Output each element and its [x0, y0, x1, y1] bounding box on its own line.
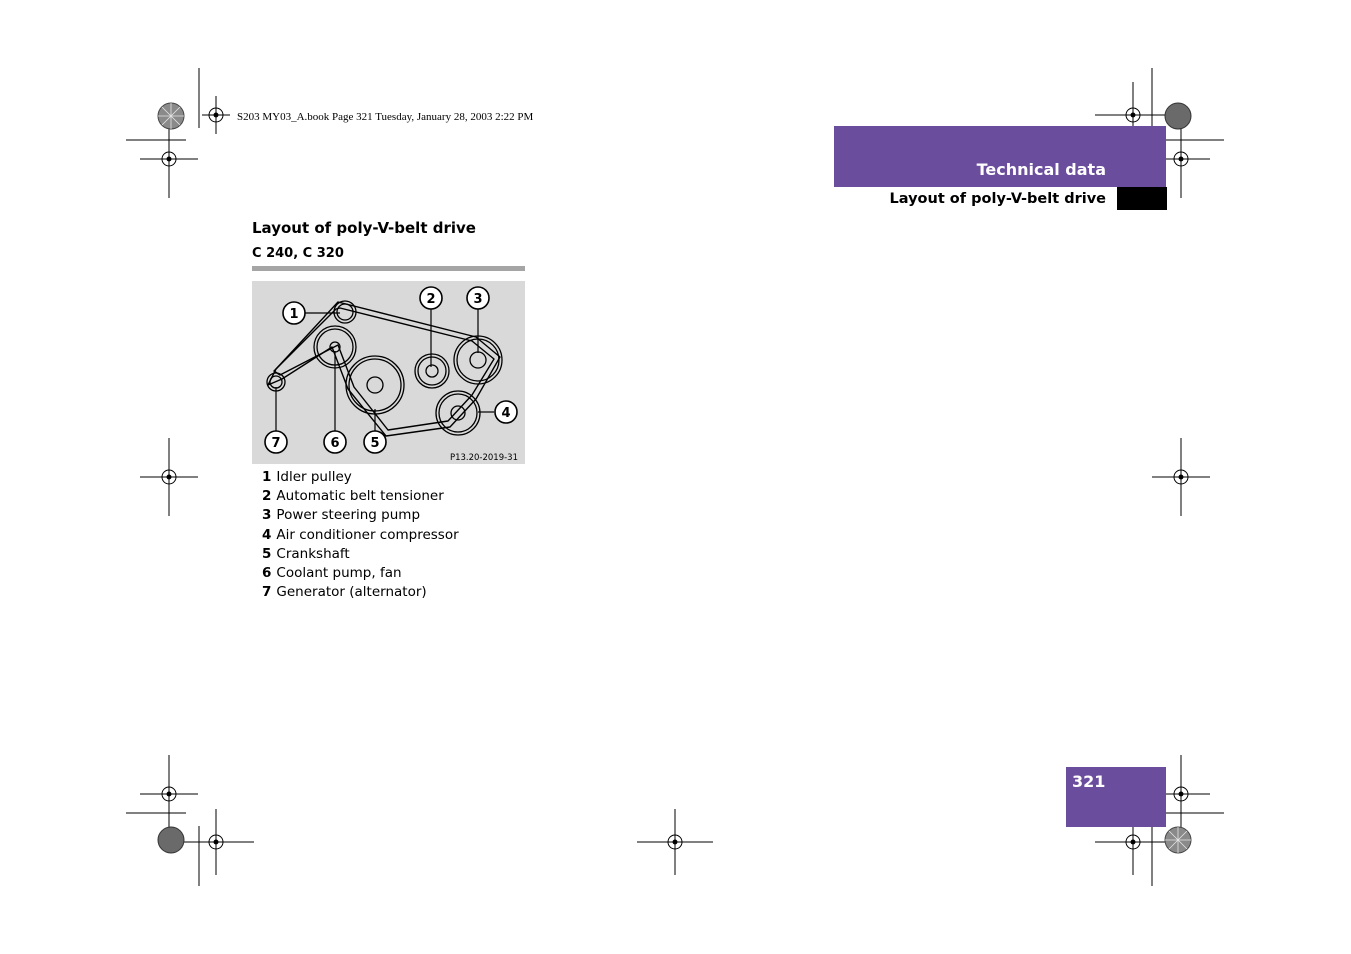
legend-number: 6: [262, 564, 272, 581]
density-disc-icon: [1165, 103, 1191, 129]
callout-2: 2: [426, 292, 436, 307]
density-disc-icon: [1165, 827, 1191, 853]
page-number: 321: [1072, 772, 1106, 791]
callout-7: 7: [271, 436, 281, 451]
callout-3: 3: [473, 292, 483, 307]
legend-number: 2: [262, 488, 272, 505]
legend-number: 1: [262, 469, 272, 485]
callout-5: 5: [370, 436, 380, 451]
chapter-title: Technical data: [976, 160, 1106, 179]
chapter-tab: [834, 126, 1166, 187]
heading-rule: [252, 266, 525, 271]
legend-item: [262, 468, 459, 487]
callout-4: 4: [501, 406, 511, 421]
legend-item: [262, 506, 459, 525]
legend-item: [262, 526, 459, 545]
page-title: Layout of poly-V-belt drive: [252, 219, 476, 237]
model-heading: C 240, C 320: [252, 246, 344, 261]
legend-number: 5: [262, 545, 272, 562]
ac-compressor-pulley: [436, 391, 480, 435]
legend-label: Coolant pump, fan: [276, 564, 402, 581]
legend-label: Automatic belt tensioner: [276, 488, 444, 505]
crankshaft-pulley: [346, 356, 404, 414]
legend-label: Idler pulley: [276, 469, 352, 485]
legend-list: [262, 468, 459, 602]
legend-item: [262, 487, 459, 506]
thumb-tab: [1117, 187, 1167, 210]
legend-label: Crankshaft: [276, 545, 350, 562]
poly-v-belt: [268, 302, 500, 436]
page-number-tab: [1066, 767, 1166, 827]
belt-drive-illustration: [252, 281, 525, 464]
legend-item: [262, 564, 459, 583]
belt-tensioner-pulley: [415, 354, 449, 388]
print-header: S203 MY03_A.book Page 321 Tuesday, January 28, 2003 2:22 PM: [237, 111, 534, 123]
legend-label: Generator (alternator): [276, 584, 427, 601]
belt-drive-diagram: [252, 281, 525, 464]
idler-pulley: [334, 301, 356, 323]
figure-code: P13.20-2019-31: [449, 453, 518, 463]
density-disc-icon: [158, 827, 184, 853]
legend-item: [262, 545, 459, 564]
legend-label: Air conditioner compressor: [276, 526, 459, 543]
density-disc-icon: [158, 103, 184, 129]
legend-number: 3: [262, 507, 272, 524]
legend-item: [262, 583, 459, 602]
section-title: Layout of poly-V-belt drive: [889, 191, 1106, 207]
legend-number: 7: [262, 584, 272, 601]
callout-1: 1: [289, 307, 299, 322]
legend-label: Power steering pump: [276, 507, 421, 524]
callout-6: 6: [330, 436, 340, 451]
legend-number: 4: [262, 526, 272, 543]
